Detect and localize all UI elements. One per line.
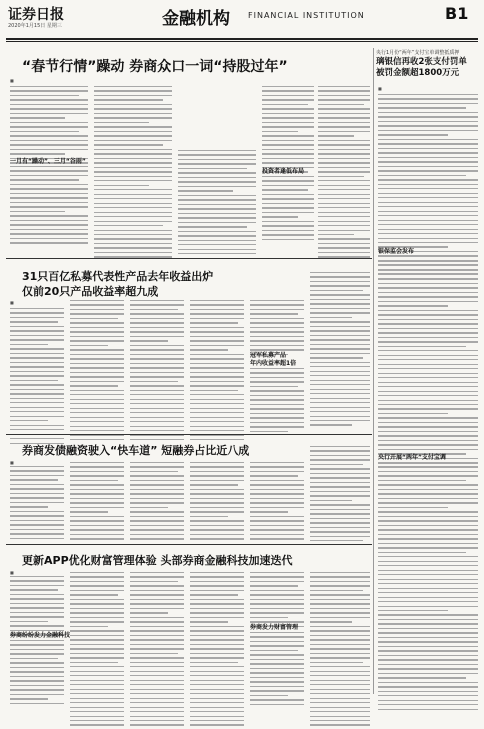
newspaper-logo: 证券日报 bbox=[8, 7, 64, 23]
right-column bbox=[376, 50, 478, 79]
section-title: 金融机构 bbox=[162, 9, 230, 29]
article-1-col-3 bbox=[178, 150, 256, 258]
right-col-text-3 bbox=[378, 462, 478, 713]
article-3-col-2 bbox=[70, 462, 124, 543]
masthead-rule bbox=[6, 38, 478, 40]
right-col-text-2 bbox=[378, 256, 478, 471]
article-2-headline-2: 仅前20只产品收益率超九成 bbox=[22, 285, 159, 298]
article-2-col-4 bbox=[190, 300, 244, 444]
article-1-col-2 bbox=[94, 86, 172, 261]
article-4-byline: ■ bbox=[10, 570, 14, 575]
article-divider-2 bbox=[6, 434, 372, 435]
article-3-byline: ■ bbox=[10, 460, 14, 465]
right-subhead-2: 央行开展“两年”支付宝调 bbox=[378, 454, 446, 461]
article-3-col-3 bbox=[130, 462, 184, 543]
article-4-col-6 bbox=[310, 572, 370, 729]
article-4-subhead-2: 券商发力财富管理 bbox=[250, 624, 299, 631]
article-2-col-2 bbox=[70, 300, 124, 444]
article-2-col-1 bbox=[10, 308, 64, 447]
article-2-subhead: 冠军私募产品 bbox=[250, 352, 287, 359]
dateline: 2020年1月15日 星期三 bbox=[8, 23, 62, 29]
masthead-rule-thin bbox=[6, 41, 478, 42]
column-divider bbox=[373, 48, 374, 694]
article-2-col-5b bbox=[250, 368, 304, 435]
article-1-col-4b bbox=[262, 176, 314, 243]
article-1-byline: ■ bbox=[10, 78, 14, 83]
article-3-col-4 bbox=[190, 462, 244, 543]
article-2-byline: ■ bbox=[10, 300, 14, 305]
right-pre-title: 央行1月份“两年”支付宝单调整抵质押 bbox=[376, 50, 460, 56]
article-4-col-3 bbox=[130, 572, 184, 729]
masthead bbox=[0, 0, 484, 44]
article-3-col-1 bbox=[10, 466, 64, 542]
article-4-col-5b bbox=[250, 632, 304, 708]
article-1-headline: “春节行情”躁动 券商众口一词“持股过年” bbox=[22, 59, 288, 75]
article-3-col-5 bbox=[250, 462, 304, 543]
right-subhead: 银保监会发布 bbox=[378, 248, 415, 255]
article-4-col-4 bbox=[190, 572, 244, 729]
article-3-col-6 bbox=[310, 446, 370, 545]
article-1-col-1b bbox=[10, 166, 88, 247]
article-2-col-6 bbox=[310, 272, 370, 429]
article-4-headline: 更新APP优化财富管理体验 头部券商金融科技加速迭代 bbox=[22, 554, 293, 567]
article-4-col-2 bbox=[70, 572, 124, 729]
article-1-subhead-2: 投资者逢低布局 bbox=[262, 168, 305, 175]
article-2-headline-1: 31只百亿私募代表性产品去年收益出炉 bbox=[22, 270, 214, 283]
page-number: B1 bbox=[445, 4, 469, 23]
section-title-en: FINANCIAL INSTITUTION bbox=[248, 11, 365, 20]
right-headline: 璃银信再收2张支付罚单 被罚金额超1800万元 bbox=[376, 57, 467, 78]
article-1-subhead: 一月有“躁动”、三月“谷雨” bbox=[10, 158, 86, 165]
article-4-col-1b bbox=[10, 640, 64, 707]
article-3-headline: 券商发债融资驶入“快车道” 短融券占比近八成 bbox=[22, 444, 250, 457]
article-4-subhead: 券商纷纷发力金融科技 bbox=[10, 632, 71, 639]
article-2-subhead-2: 年内收益率超1倍 bbox=[250, 360, 297, 367]
right-byline: ■ bbox=[378, 86, 382, 91]
article-2-col-3 bbox=[130, 300, 184, 444]
article-divider bbox=[6, 258, 372, 259]
article-1-col-1 bbox=[10, 86, 88, 167]
article-divider-3 bbox=[6, 544, 372, 545]
article-1-col-5 bbox=[318, 86, 370, 261]
